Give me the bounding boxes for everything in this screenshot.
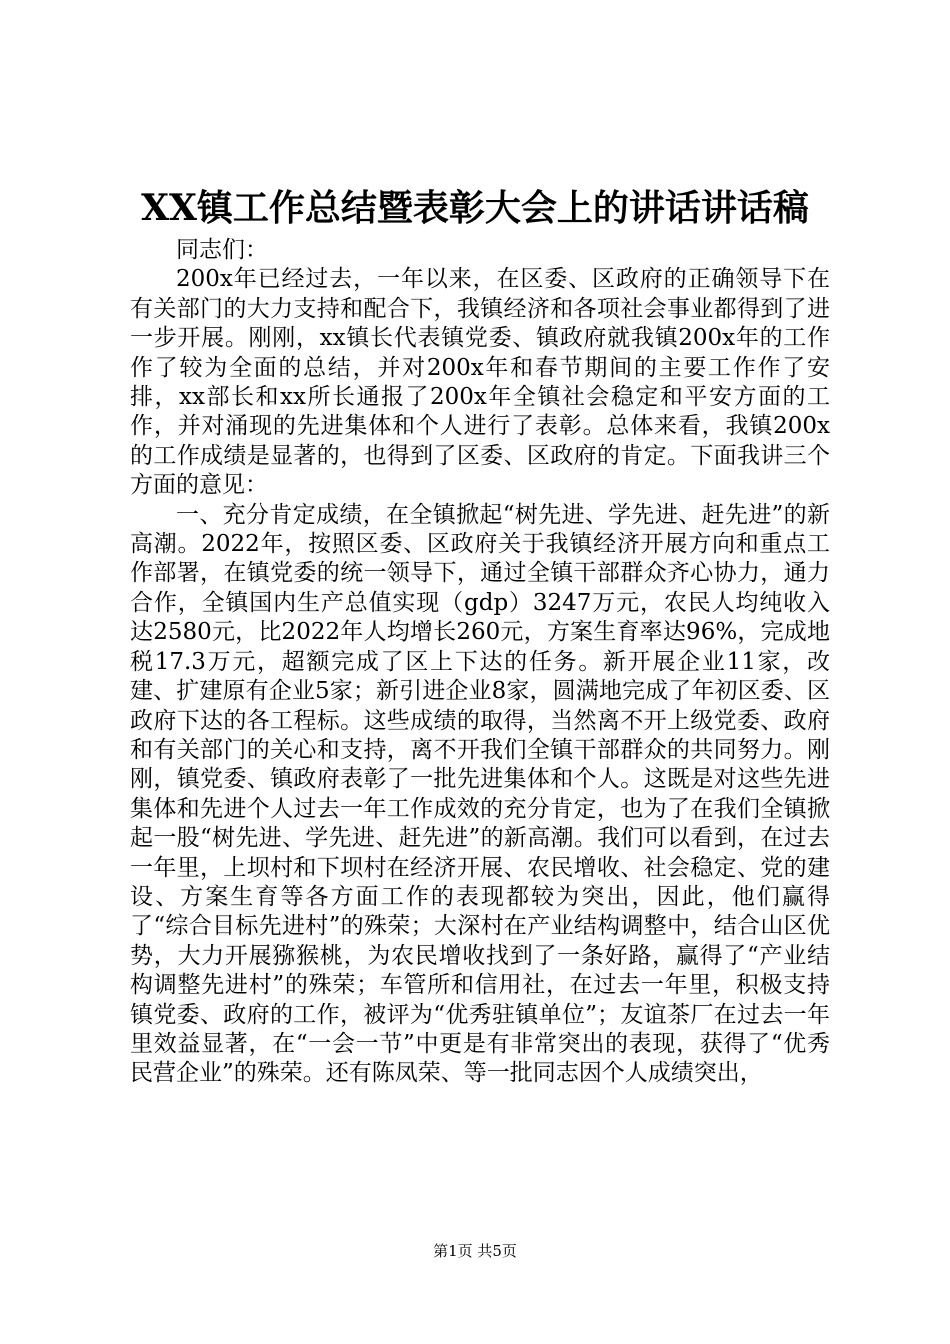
paragraph-intro: 200x年已经过去，一年以来，在区委、区政府的正确领导下在有关部门的大力支持和配合下，我镇经济和各项社会事业都得到了进一步开展。刚刚，xx镇长代表镇党委、镇政府就我镇200x年的工作作了较为全面的总结，并对200x年和春节期间的主要工作作了安排，xx部长和xx所长通报了200x年全镇社会稳定和平安方面的工作，并对涌现的先进集体和个人进行了表彰。总体来看，我镇200x的工作成绩是显著的，也得到了区委、区政府的肯定。下面我讲三个方面的意见： [130,266,830,499]
page-footer: 第1页 共5页 [433,1242,517,1260]
document-title: XX镇工作总结暨表彰大会上的讲话讲话稿 [141,187,809,229]
paragraph-section-one: 一、充分肯定成绩，在全镇掀起“树先进、学先进、赶先进”的新高潮。2022年，按照区委、区政府关于我镇经济开展方向和重点工作部署，在镇党委的统一领导下，通过全镇干部群众齐心协力，通力合作，全镇国内生产总值实现（gdp）3247万元，农民人均纯收入达2580元，比2022年人均增长260元，方案生育率达96%，完成地税17.3万元，超额完成了区上下达的任务。新开展企业11家，改建、扩建原有企业5家；新引进企业8家，圆满地完成了年初区委、区政府下达的各工程标。这些成绩的取得，当然离不开上级党委、政府和有关部门的关心和支持，离不开我们全镇干部群众的共同努力。刚刚，镇党委、镇政府表彰了一批先进集体和个人。这既是对这些先进集体和先进个人过去一年工作成效的充分肯定，也为了在我们全镇掀起一股“树先进、学先进、赶先进”的新高潮。我们可以看到，在过去一年里，上坝村和下坝村在经济开展、农民增收、社会稳定、党的建设、方案生育等各方面工作的表现都较为突出，因此，他们赢得了“综合目标先进村”的殊荣；大深村在产业结构调整中，结合山区优势，大力开展猕猴桃，为农民增收找到了一条好路，赢得了“产业结构调整先进村”的殊荣；车管所和信用社，在过去一年里，积极支持镇党委、政府的工作，被评为“优秀驻镇单位”；友谊茶厂在过去一年里效益显著，在“一会一节”中更是有非常突出的表现，获得了“优秀民营企业”的殊荣。还有陈凤荣、等一批同志因个人成绩突出， [130,501,830,1087]
salutation: 同志们： [176,237,268,263]
document-body [130,236,830,1089]
